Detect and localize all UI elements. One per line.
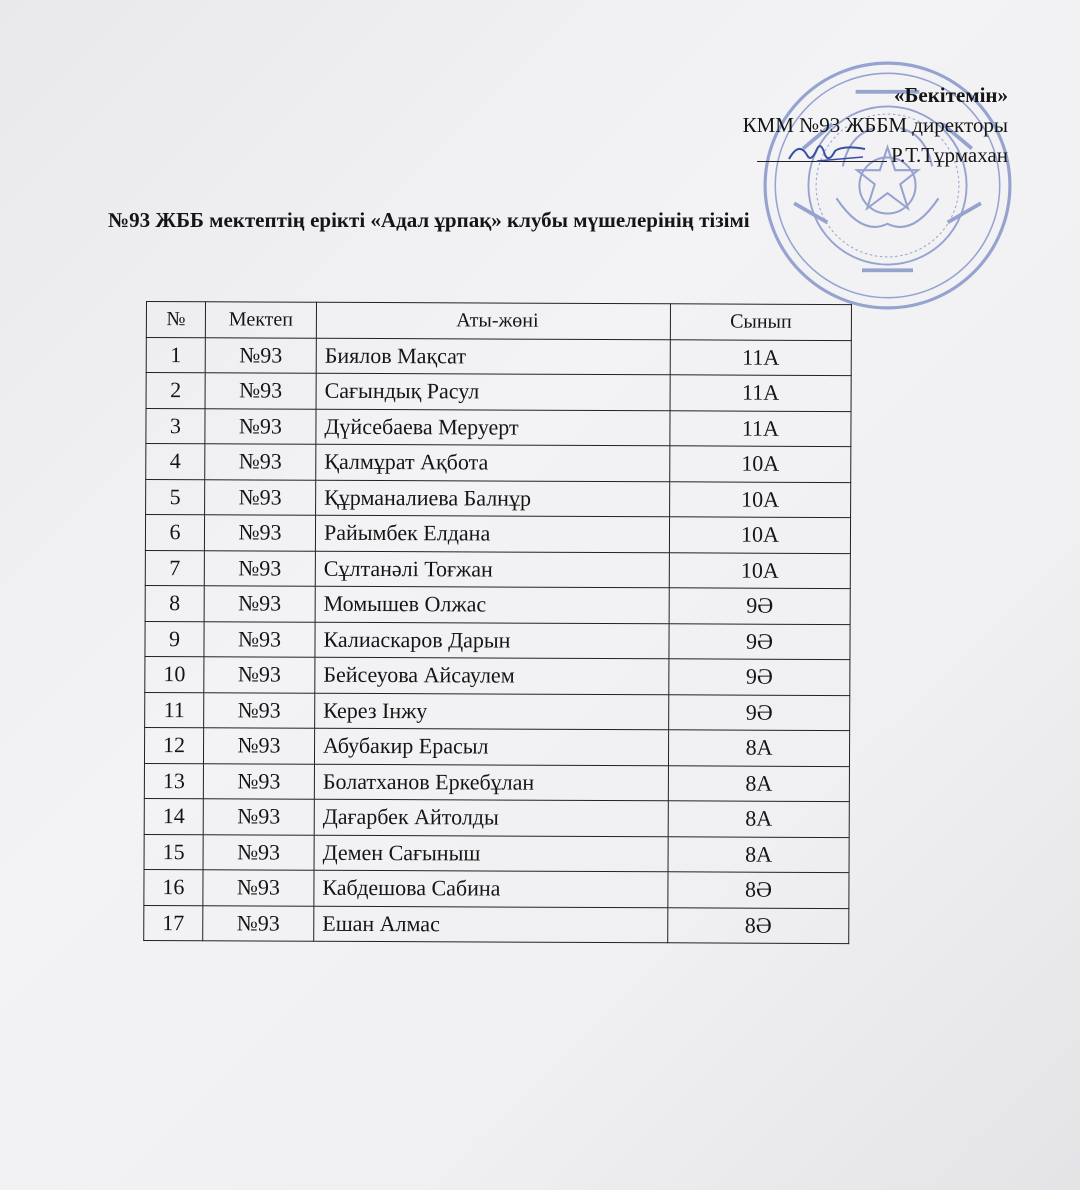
cell-number: 10 <box>145 656 204 692</box>
table-row <box>146 444 851 483</box>
cell-name: Калиаскаров Дарын <box>315 622 669 659</box>
cell-name: Абубакир Ерасыл <box>314 728 668 765</box>
cell-school: №93 <box>203 834 314 870</box>
cell-class: 8Ә <box>668 907 849 943</box>
cell-school: №93 <box>204 657 315 693</box>
header-number: № <box>146 302 205 338</box>
table-row <box>146 373 851 412</box>
cell-class: 10А <box>669 517 850 553</box>
signature-icon <box>787 137 867 167</box>
cell-number: 11 <box>145 692 204 728</box>
cell-name: Дағарбек Айтолды <box>314 799 668 836</box>
cell-name: Райымбек Елдана <box>315 515 669 552</box>
header-name: Аты-жөні <box>316 302 670 339</box>
table-row <box>145 550 850 589</box>
cell-name: Сағындық Расул <box>316 373 670 410</box>
cell-number: 15 <box>144 834 203 870</box>
document-title: №93 ЖББ мектептің ерікті «Адал ұрпақ» клубы мүшелерінің тізімі <box>108 208 750 232</box>
cell-school: №93 <box>204 621 315 657</box>
cell-number: 4 <box>146 444 205 480</box>
cell-school: №93 <box>205 479 316 515</box>
cell-number: 14 <box>144 798 203 834</box>
table-row <box>144 798 849 837</box>
cell-school: №93 <box>205 337 316 373</box>
table-row <box>145 656 850 695</box>
director-position: КММ №93 ЖББМ директоры <box>742 113 1008 137</box>
cell-class: 8А <box>668 801 849 837</box>
table-row <box>146 337 851 376</box>
cell-number: 6 <box>145 515 204 551</box>
approval-block <box>743 80 1008 170</box>
cell-school: №93 <box>205 373 316 409</box>
cell-class: 8А <box>668 836 849 872</box>
cell-school: №93 <box>205 408 316 444</box>
table-row <box>144 834 849 873</box>
cell-name: Кабдешова Сабина <box>314 870 668 907</box>
signature-line <box>757 143 887 162</box>
approval-heading: «Бекітемін» <box>893 83 1008 107</box>
cell-class: 10А <box>669 552 850 588</box>
table-row <box>145 585 850 624</box>
cell-school: №93 <box>204 515 315 551</box>
cell-name: Бейсеуова Айсаулем <box>315 657 669 694</box>
cell-school: №93 <box>204 692 315 728</box>
cell-name: Құрманалиева Балнұр <box>316 480 670 517</box>
members-table-wrapper <box>143 301 852 944</box>
cell-number: 13 <box>144 763 203 799</box>
table-row <box>144 727 849 766</box>
cell-number: 17 <box>144 905 203 941</box>
cell-number: 9 <box>145 621 204 657</box>
cell-class: 9Ә <box>669 623 850 659</box>
header-class: Сынып <box>670 304 851 340</box>
cell-class: 10А <box>670 446 851 482</box>
cell-school: №93 <box>203 763 314 799</box>
cell-school: №93 <box>203 905 314 941</box>
cell-class: 9Ә <box>669 659 850 695</box>
table-row <box>144 763 849 802</box>
cell-number: 7 <box>145 550 204 586</box>
cell-name: Ешан Алмас <box>314 906 668 943</box>
table-row <box>146 408 851 447</box>
table-row <box>145 692 850 731</box>
cell-name: Сұлтанәлі Тоғжан <box>315 551 669 588</box>
cell-class: 8А <box>668 730 849 766</box>
table-row <box>144 869 849 908</box>
cell-name: Демен Сағыныш <box>314 835 668 872</box>
cell-school: №93 <box>203 799 314 835</box>
cell-school: №93 <box>203 728 314 764</box>
cell-class: 11А <box>670 375 851 411</box>
cell-school: №93 <box>205 444 316 480</box>
cell-name: Момышев Олжас <box>315 586 669 623</box>
cell-name: Дүйсебаева Меруерт <box>316 409 670 446</box>
cell-name: Болатханов Еркебұлан <box>314 764 668 801</box>
cell-number: 5 <box>146 479 205 515</box>
table-row <box>145 621 850 660</box>
members-table <box>143 301 852 944</box>
cell-number: 3 <box>146 408 205 444</box>
table-row <box>144 905 849 944</box>
header-school: Мектеп <box>205 302 316 338</box>
cell-number: 8 <box>145 585 204 621</box>
table-row <box>146 479 851 518</box>
cell-class: 8Ә <box>668 872 849 908</box>
cell-number: 2 <box>146 373 205 409</box>
cell-school: №93 <box>204 550 315 586</box>
director-name: Р.Т.Тұрмахан <box>890 143 1008 167</box>
table-header-row <box>146 302 851 341</box>
cell-class: 9Ә <box>669 694 850 730</box>
cell-number: 16 <box>144 869 203 905</box>
cell-class: 11А <box>670 339 851 375</box>
table-row <box>145 515 850 554</box>
cell-name: Керез Інжу <box>315 693 669 730</box>
cell-number: 12 <box>144 727 203 763</box>
cell-number: 1 <box>146 337 205 373</box>
cell-school: №93 <box>204 586 315 622</box>
cell-class: 11А <box>670 410 851 446</box>
cell-class: 10А <box>670 481 851 517</box>
cell-class: 8А <box>668 765 849 801</box>
signature-row <box>743 140 1008 170</box>
cell-name: Биялов Мақсат <box>316 338 670 375</box>
cell-name: Қалмұрат Ақбота <box>316 444 670 481</box>
cell-class: 9Ә <box>669 588 850 624</box>
cell-school: №93 <box>203 870 314 906</box>
